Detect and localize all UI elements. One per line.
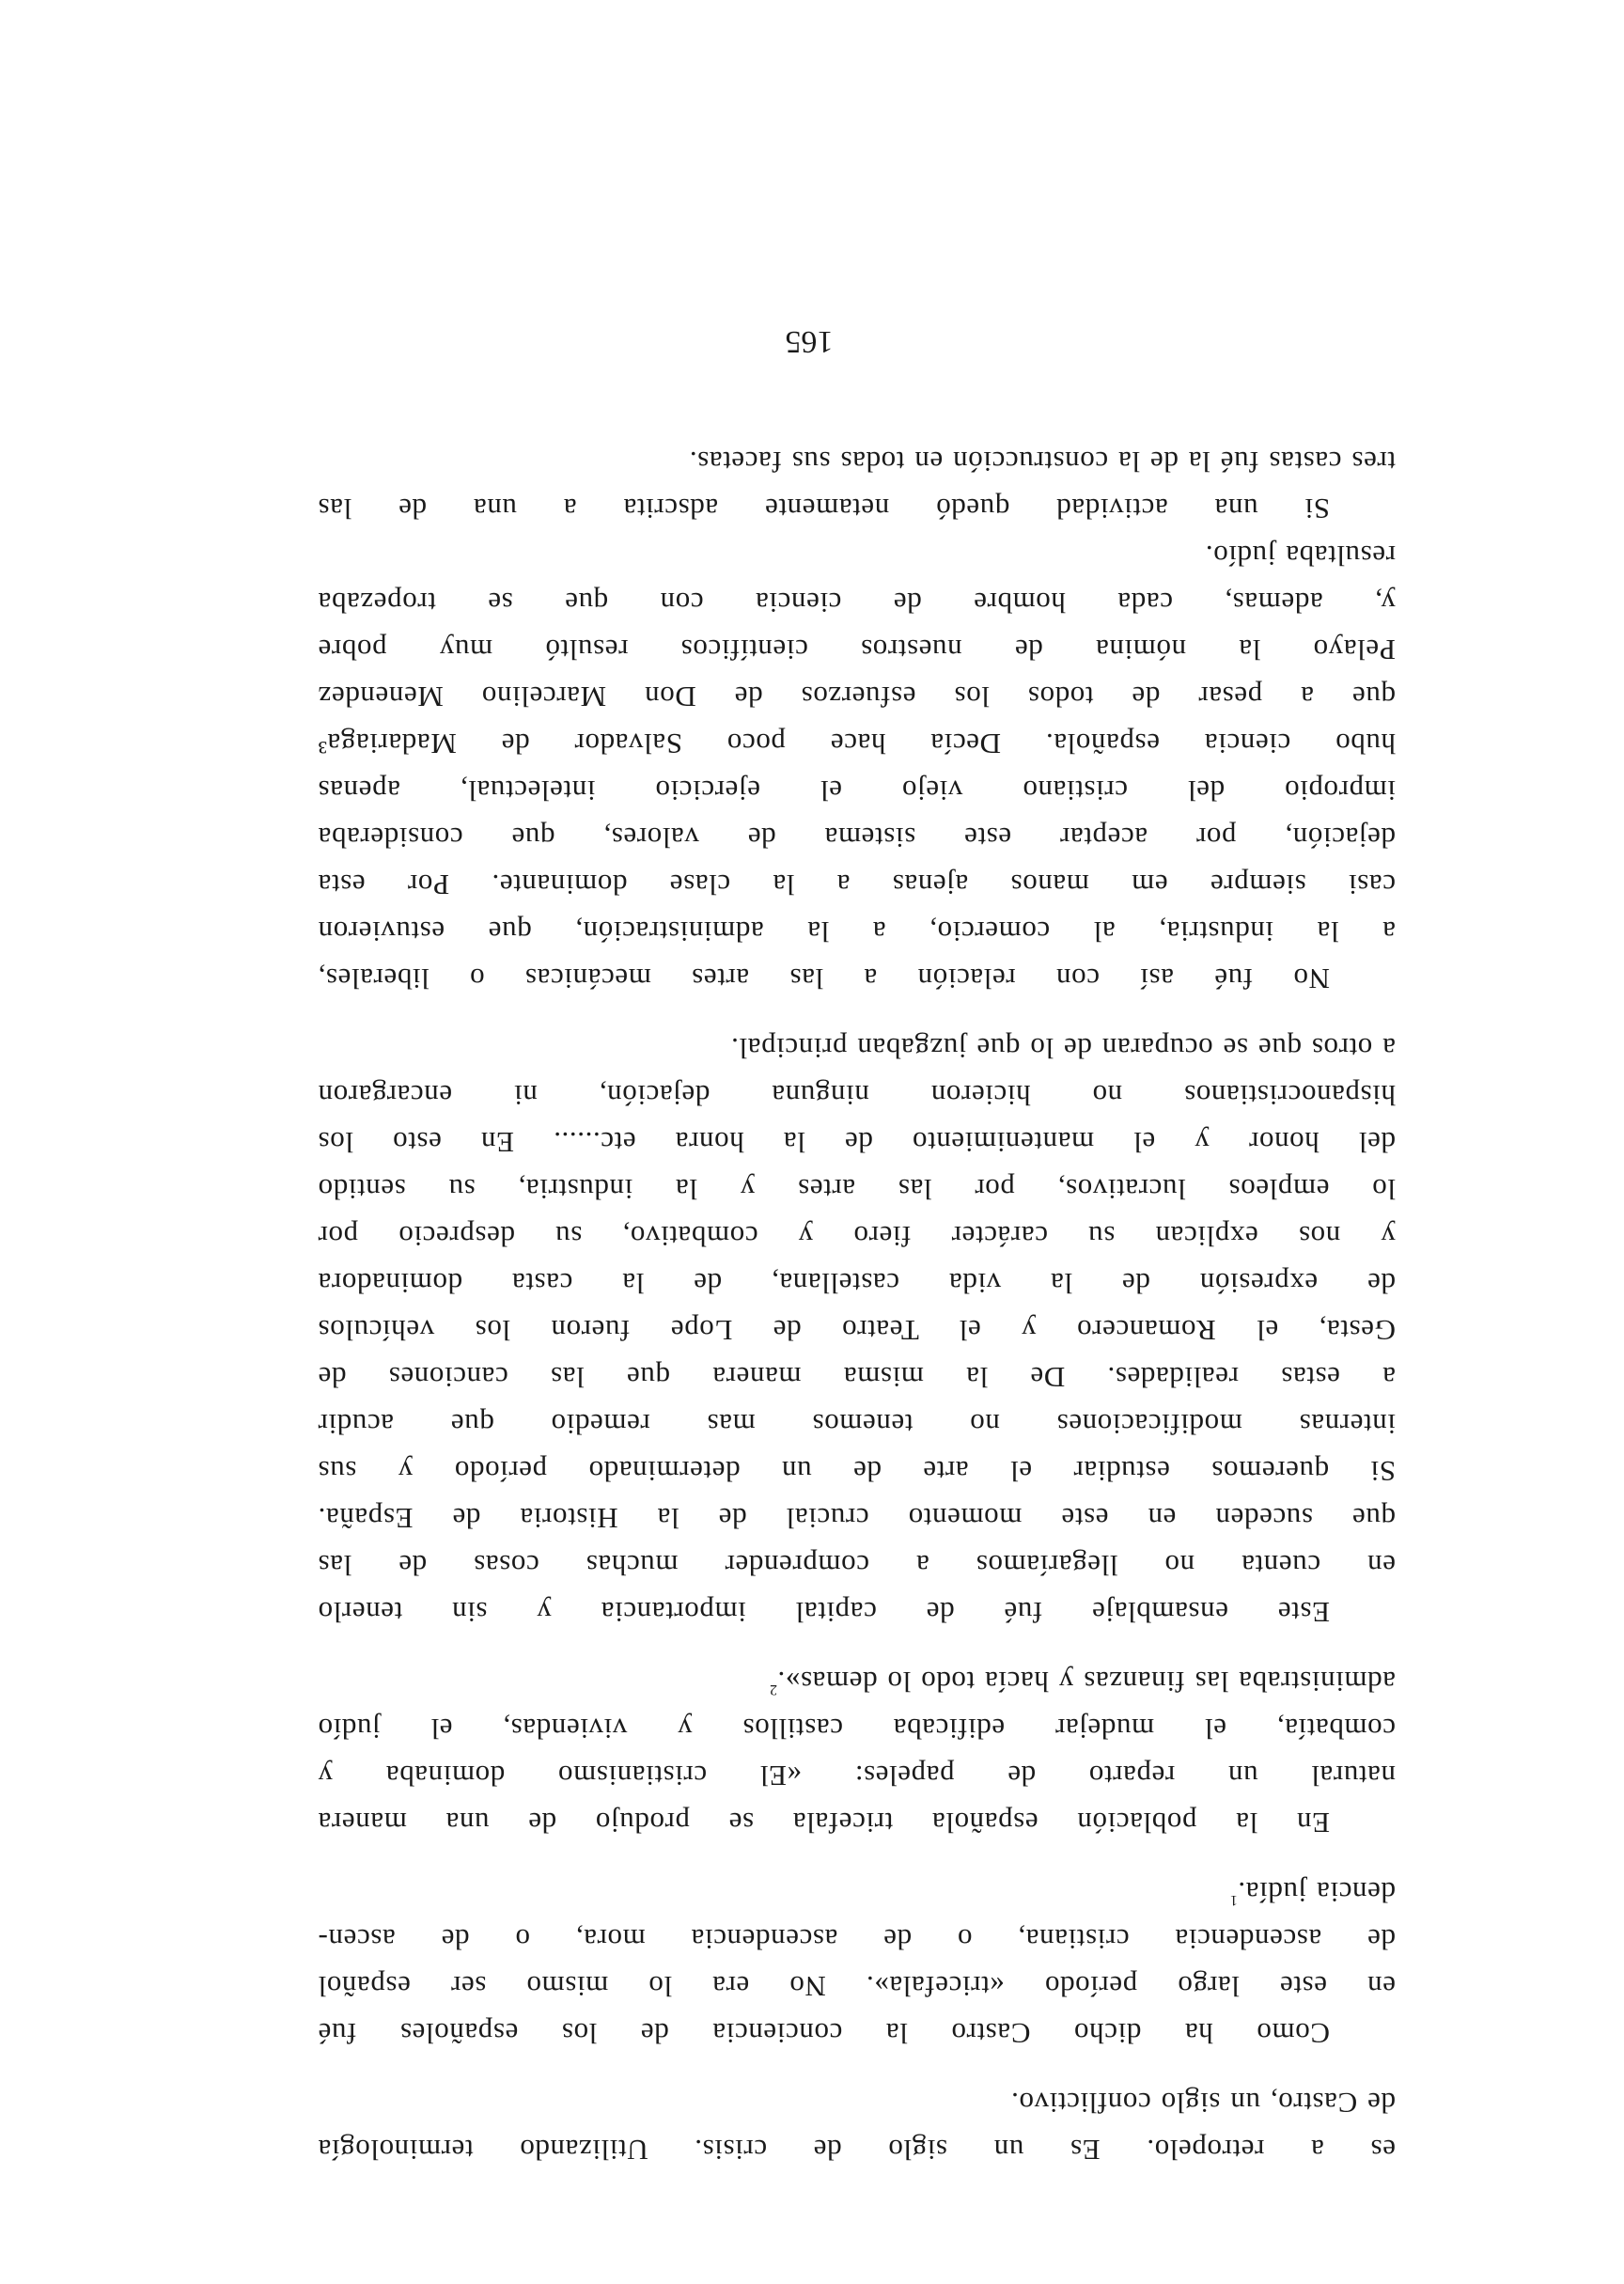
text-line-content: Si una actividad quedó netamente adscrita a una de las [318, 493, 1330, 525]
text-line-content: Si queremos estudiar el arte de un determinado período y sus [318, 1455, 1396, 1488]
text-line-content: a estas realidades. De la misma manera que las canciones de [318, 1361, 1396, 1394]
text-line-content: de Castro, un siglo conflictivo. [1010, 2087, 1396, 2120]
text-line [318, 1494, 1396, 1541]
text-line-content: hispanocristianos no hicieron ninguna dejación, ni encargaron [318, 1079, 1396, 1112]
text-line-content: casi siempre em manos ajenas a la clase dominante. Por esta [318, 868, 1396, 901]
text-line-content: a la industria, al comercio, a la administración, que estuvieron [318, 915, 1396, 948]
text-line [318, 1869, 1396, 1916]
text-line [318, 1447, 1396, 1494]
text-line-content: impropio del cristiano viejo el ejercicio intelectual, apenas [318, 774, 1396, 807]
text-line [318, 1212, 1396, 1259]
text-line-content: natural un reparto de papeles: «El cristianismo dominaba y [318, 1760, 1396, 1792]
text-line-content: Pelayo la nómina de nuestros científicos resultó muy pobre [318, 634, 1396, 666]
paragraph [318, 1025, 1396, 1635]
text-line [318, 673, 1396, 720]
text-line [318, 1259, 1396, 1306]
text-line [318, 1353, 1396, 1400]
text-line [318, 2010, 1396, 2057]
page-number: 165 [785, 324, 834, 359]
text-line-content: es a retropelo. Es un siglo de crisis. Utilizando terminología [318, 2134, 1396, 2167]
text-line [318, 1306, 1396, 1353]
text-line-content: y nos explican su carácter fiero y combativo, su desprecio por [318, 1220, 1396, 1253]
paragraph [318, 438, 1396, 1002]
text-line [318, 485, 1396, 532]
text-line [318, 908, 1396, 955]
body-text [318, 415, 1396, 2173]
text-line-content: En la población española tricefala se produjo de una manera [318, 1807, 1330, 1839]
text-line [318, 2126, 1396, 2173]
text-line [318, 1658, 1396, 1705]
text-line [318, 1799, 1396, 1846]
text-line-content: de expresión de la vida castellana, de la casta dominadora [318, 1267, 1396, 1300]
text-line [318, 2079, 1396, 2126]
text-line [318, 1916, 1396, 1963]
text-line [318, 579, 1396, 626]
text-line-content: Este ensamblaje fué de capital importancia y sin tenerlo [318, 1596, 1330, 1629]
text-line-content: y, ademas, cada hombre de ciencia con que se tropezaba [318, 587, 1396, 619]
text-line-content: dencia judía. [1237, 1876, 1396, 1909]
text-line-content: Como ha dicho Castro la conciencia de los españoles fué [318, 2017, 1330, 2050]
text-line [318, 861, 1396, 908]
text-line [318, 720, 1396, 767]
text-line [318, 1025, 1396, 1072]
text-line-content: a otros que se ocuparan de lo que juzgaban principal. [730, 1032, 1396, 1065]
paragraph [318, 1869, 1396, 2057]
text-line [318, 1588, 1396, 1635]
text-line [318, 1165, 1396, 1212]
text-line-content: administraba las finanzas y hacía todo lo demas». [776, 1666, 1396, 1698]
text-line-content: lo empleos lucrativos, por las artes y la industria, su sentido [318, 1173, 1396, 1206]
text-line [318, 532, 1396, 579]
text-line-content: que suceden en este momento crucial de la Historia de España. [318, 1502, 1396, 1535]
text-line-content: del honor y el mantenimiento de la honra etc...... En esto los [318, 1126, 1396, 1159]
text-line-content: combatía, el mudejar edificaba castillos y viviendas, el judío [318, 1713, 1396, 1745]
text-line [318, 438, 1396, 485]
text-line-content: No fué así con relación a las artes mecánicas o liberales, [318, 962, 1330, 995]
text-line [318, 814, 1396, 861]
paragraph [318, 1658, 1396, 1846]
text-line-content: hubo ciencia española. Decía hace poco Salvador de Madariaga³ [318, 727, 1396, 760]
text-line [318, 1541, 1396, 1588]
paragraph [318, 2079, 1396, 2173]
text-line-content: Gesta, el Romancero y el Teatro de Lope fueron los vehículos [318, 1314, 1396, 1347]
footnote-marker: 1 [1229, 1892, 1238, 1908]
text-line [318, 1705, 1396, 1752]
text-line [318, 1072, 1396, 1119]
text-line [318, 767, 1396, 814]
text-line-content: tres castas fué la de la construcción en todas sus facetas. [689, 446, 1396, 478]
text-line-content: internas modificaciones no tenemos mas remedio que acudir [318, 1408, 1396, 1441]
text-line-content: en cuenta no llegaríamos a comprender muchas cosas de las [318, 1549, 1396, 1582]
text-line-content: resultaba judío. [1205, 540, 1396, 572]
text-line [318, 1963, 1396, 2010]
text-line [318, 1119, 1396, 1165]
text-line-content: de ascendencia cristiana, o de ascendencia mora, o de ascen- [318, 1923, 1396, 1956]
text-line [318, 626, 1396, 673]
text-line-content: en este largo período «tricefala». No era lo mismo ser español [318, 1970, 1396, 2003]
text-line-content: que a pesar de todos los esfuerzos de Don Marcelino Menendez [318, 681, 1396, 713]
footnote-marker: 2 [769, 1682, 777, 1697]
text-line-content: dejación, por aceptar este sistema de valores, que consideraba [318, 821, 1396, 854]
text-line [318, 1752, 1396, 1799]
text-line [318, 955, 1396, 1002]
text-line [318, 1400, 1396, 1447]
